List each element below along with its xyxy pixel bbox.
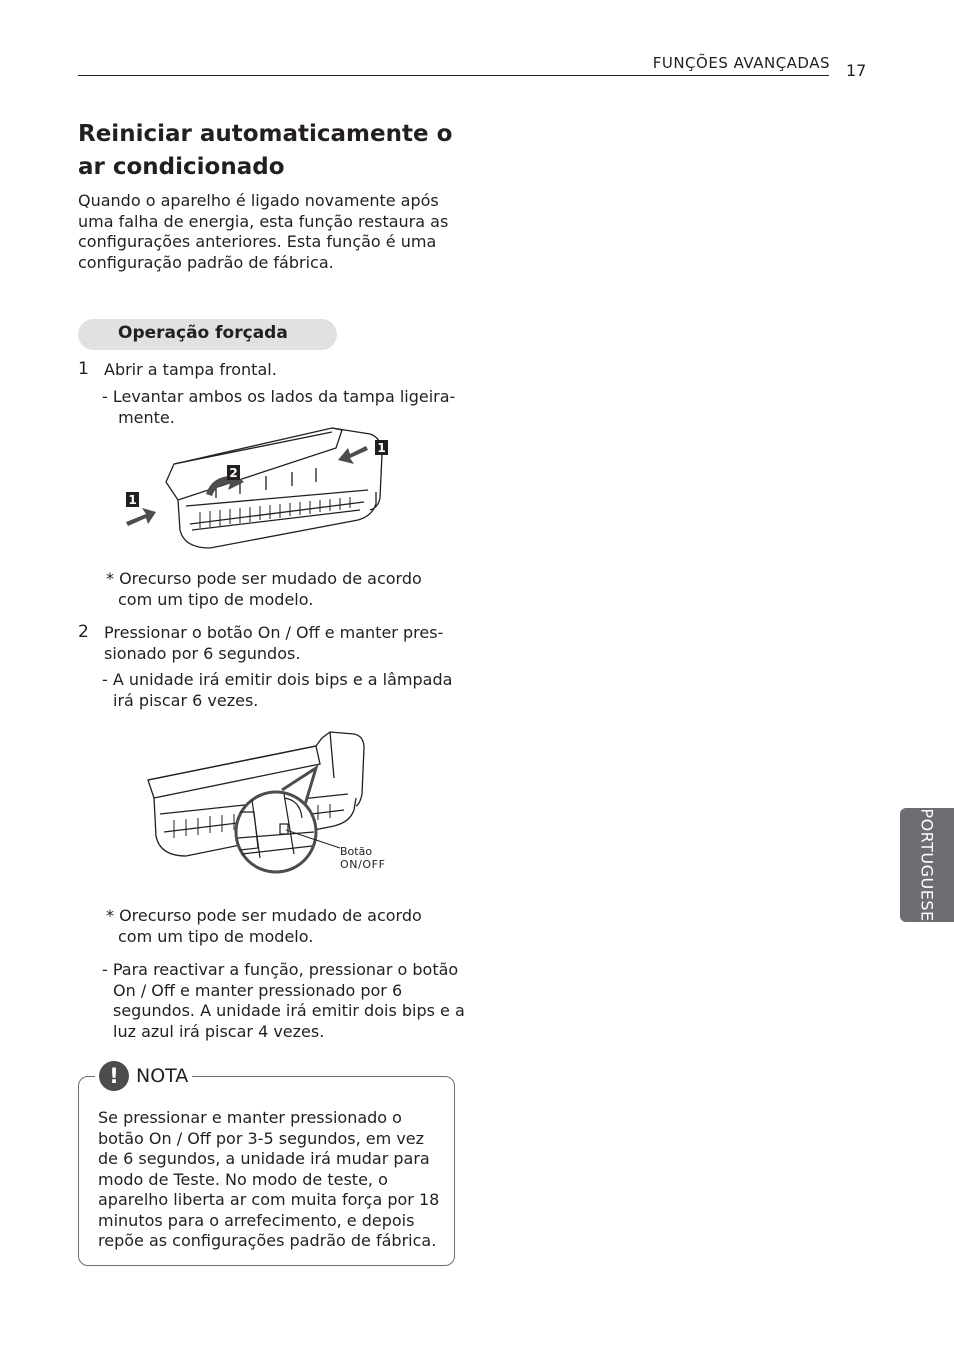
model-note-1: * Orecurso pode ser mudado de acordo com um tipo de modelo. [106, 569, 422, 609]
fig1-badge-left: 1 [128, 493, 137, 507]
step-2-text: Pressionar o botão On / Off e manter pres-sionado por 6 segundos. [104, 623, 444, 663]
step-1-text: Abrir a tampa frontal. [104, 360, 277, 379]
page-title: Reiniciar automaticamente o ar condicionado [78, 121, 453, 180]
figure-open-front-cover [120, 424, 390, 554]
fig2-callout-line2: ON/OFF [340, 858, 386, 871]
exclamation-icon: ! [99, 1061, 129, 1091]
note-label: NOTA [136, 1065, 189, 1087]
fig1-badge-center: 2 [229, 466, 238, 480]
figure-onoff-button [134, 728, 404, 878]
header-rule [78, 75, 829, 76]
note-header [95, 1060, 192, 1092]
intro-paragraph: Quando o aparelho é ligado novamente após uma falha de energia, esta função restaura as configurações anteriores. Esta função é uma configuração padrão de fábrica. [78, 191, 449, 273]
reactivate-paragraph: - Para reactivar a função, pressionar o botão On / Off e manter pressionado por 6 segundos. A unidade irá emitir dois bips e a luz azul irá piscar 4 vezes. [102, 960, 465, 1041]
step-1-number: 1 [78, 359, 89, 379]
fig1-badge-right: 1 [377, 441, 386, 455]
step-2-number: 2 [78, 622, 89, 642]
subheading-text: Operação forçada [118, 323, 288, 343]
model-note-2: * Orecurso pode ser mudado de acordo com um tipo de modelo. [106, 906, 422, 946]
running-header-section: FUNÇÕES AVANÇADAS [652, 54, 830, 72]
language-side-tab-label: PORTUGUESE [917, 808, 937, 922]
fig2-callout-line1: Botão [340, 845, 373, 858]
step-1-subtext: - Levantar ambos os lados da tampa ligeira- mente. [102, 387, 456, 427]
subheading-pill [78, 319, 337, 350]
language-side-tab [900, 808, 954, 922]
note-text: Se pressionar e manter pressionado o botão On / Off por 3-5 segundos, em vez de 6 segundos, a unidade irá mudar para modo de Teste. No modo de teste, o aparelho liberta ar com muita força por 18 minutos para o arrefecimento, e depois repõe as configurações padrão de fábrica. [98, 1108, 440, 1250]
step-2-subtext: - A unidade irá emitir dois bips e a lâmpada irá piscar 6 vezes. [102, 670, 453, 710]
page-number: 17 [846, 61, 867, 80]
